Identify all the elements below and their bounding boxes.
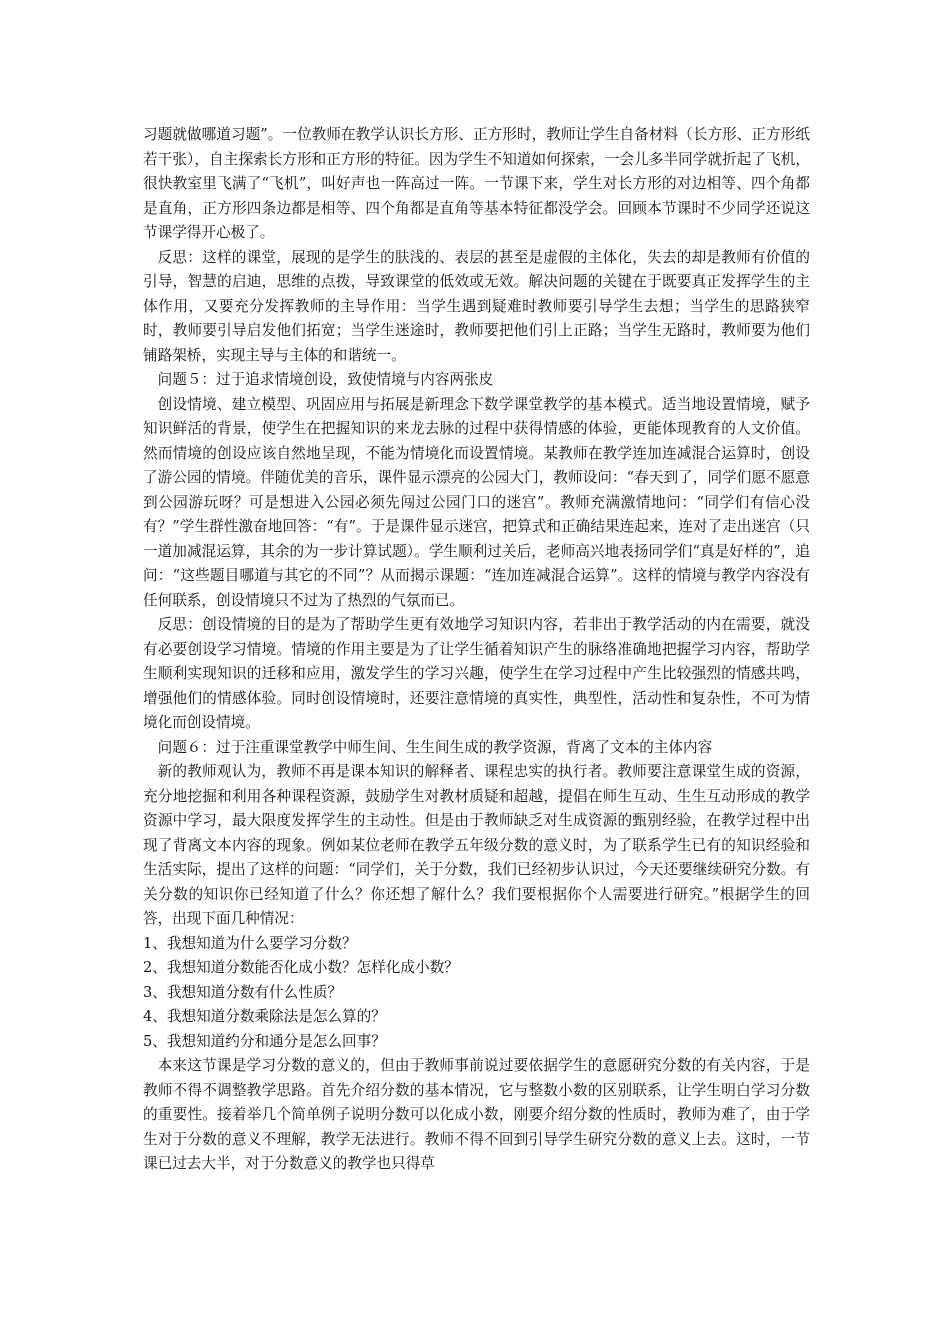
paragraph-closing: 本来这节课是学习分数的意义的，但由于教师事前说过要依据学生的意愿研究分数的有关内容，于是教师不得不调整教学思路。首先介绍分数的基本情况，它与整数小数的区别联系，让学生明白学习分数的重要性。接着举几个简单例子说明分数可以化成小数，刚要介绍分数的性质时，教师为难了，由于学生对于分数的意义不理解，教学无法进行。教师不得不回到引导学生研究分数的意义上去。这时，一节课已过去大半，对于分数意义的教学也只得草 bbox=[143, 1057, 810, 1172]
heading-problem-5: 问题５：过于追求情境创设，致使情境与内容两张皮 bbox=[157, 371, 494, 388]
paragraph-problem-6-body: 新的教师观认为，教师不再是课本知识的解释者、课程忠实的执行者。教师要注意课堂生成的资源，充分地挖掘和利用各种课程资源，鼓励学生对教材质疑和超越，提倡在师生互动、生生互动形成的教学资源中学习，最大限度发挥学生的主动性。但是由于教师缺乏对生成资源的甄别经验，在教学过程中出现了背离文本内容的现象。例如某位老师在教学五年级分数的意义时，为了联系学生已有的知识经验和生活实际，提出了这样的问题：“同学们，关于分数，我们已经初步认识过，今天还要继续研究分数。有关分数的知识你已经知道了什么？你还想了解什么？我们要根据你个人需要进行研究。”根据学生的回答，出现下面几种情况： bbox=[143, 763, 810, 927]
paragraph-intro-continuation: 习题就做哪道习题”。一位教师在教学认识长方形、正方形时，教师让学生自备材料（长方形、正方形纸若干张），自主探索长方形和正方形的特征。因为学生不知道如何探索，一会儿多半同学就折起了飞机，很快教室里飞满了“飞机”，叫好声也一阵高过一阵。一节课下来，学生对长方形的对边相等、四个角都是直角，正方形四条边都是相等、四个角都是直角等基本特征都没学会。回顾本节课时不少同学还说这节课学得开心极了。 bbox=[143, 126, 810, 241]
document-body bbox=[143, 123, 810, 1177]
paragraph-reflection-1: 反思：这样的课堂，展现的是学生的肤浅的、表层的甚至是虚假的主体化，失去的却是教师有价值的引导，智慧的启迪，思维的点拨，导致课堂的低效或无效。解决问题的关键在于既要真正发挥学生的主体作用，又要充分发挥教师的主导作用：当学生遇到疑难时教师要引导学生去想；当学生的思路狭窄时，教师要引导启发他们拓宽；当学生迷途时，教师要把他们引上正路；当学生无路时，教师要为他们铺路架桥，实现主导与主体的和谐统一。 bbox=[143, 248, 810, 364]
list-item: 1、我想知道为什么要学习分数？ bbox=[143, 934, 357, 952]
list-item: 5、我想知道约分和通分是怎么回事？ bbox=[143, 1032, 386, 1050]
list-item: 3、我想知道分数有什么性质？ bbox=[143, 983, 343, 1001]
heading-problem-6: 问题６：过于注重课堂教学中师生间、生生间生成的教学资源，背离了文本的主体内容 bbox=[157, 738, 713, 756]
paragraph-problem-5-body: 创设情境、建立模型、巩固应用与拓展是新理念下数学课堂教学的基本模式。适当地设置情境，赋予知识鲜活的背景，使学生在把握知识的来龙去脉的过程中获得情感的体验，更能体现教育的人文价值。然而情境的创设应该自然地呈现，不能为情境化而设置情境。某教师在教学连加连减混合运算时，创设了游公园的情境。伴随优美的音乐，课件显示漂亮的公园大门，教师设问：“春天到了，同学们愿不愿意到公园游玩呀？可是想进入公园必须先闯过公园门口的迷宫”。教师充满激情地问：“同学们有信心没有？”学生群性激奋地回答：“有”。于是课件显示迷宫，把算式和正确结果连起来，连对了走出迷宫（只一道加减混运算，其余的为一步计算试题）。学生顺利过关后，老师高兴地表扬同学们“真是好样的”，追问：“这些题目哪道与其它的不同”？从而揭示课题：“连加连减混合运算”。这样的情境与教学内容没有任何联系，创设情境只不过为了热烈的气氛而已。 bbox=[143, 395, 810, 609]
paragraph-reflection-2: 反思：创设情境的目的是为了帮助学生更有效地学习知识内容，若非出于教学活动的内在需要，就没有必要创设学习情境。情境的作用主要是为了让学生循着知识产生的脉络准确地把握学习内容，帮助学生顺利实现知识的迁移和应用，激发学生的学习兴趣，使学生在学习过程中产生比较强烈的情感共鸣，增强他们的情感体验。同时创设情境时，还要注意情境的真实性，典型性，活动性和复杂性，不可为情境化而创设情境。 bbox=[143, 616, 810, 731]
list-item: 2、我想知道分数能否化成小数？怎样化成小数？ bbox=[143, 959, 459, 976]
list-item: 4、我想知道分数乘除法是怎么算的？ bbox=[143, 1008, 386, 1025]
